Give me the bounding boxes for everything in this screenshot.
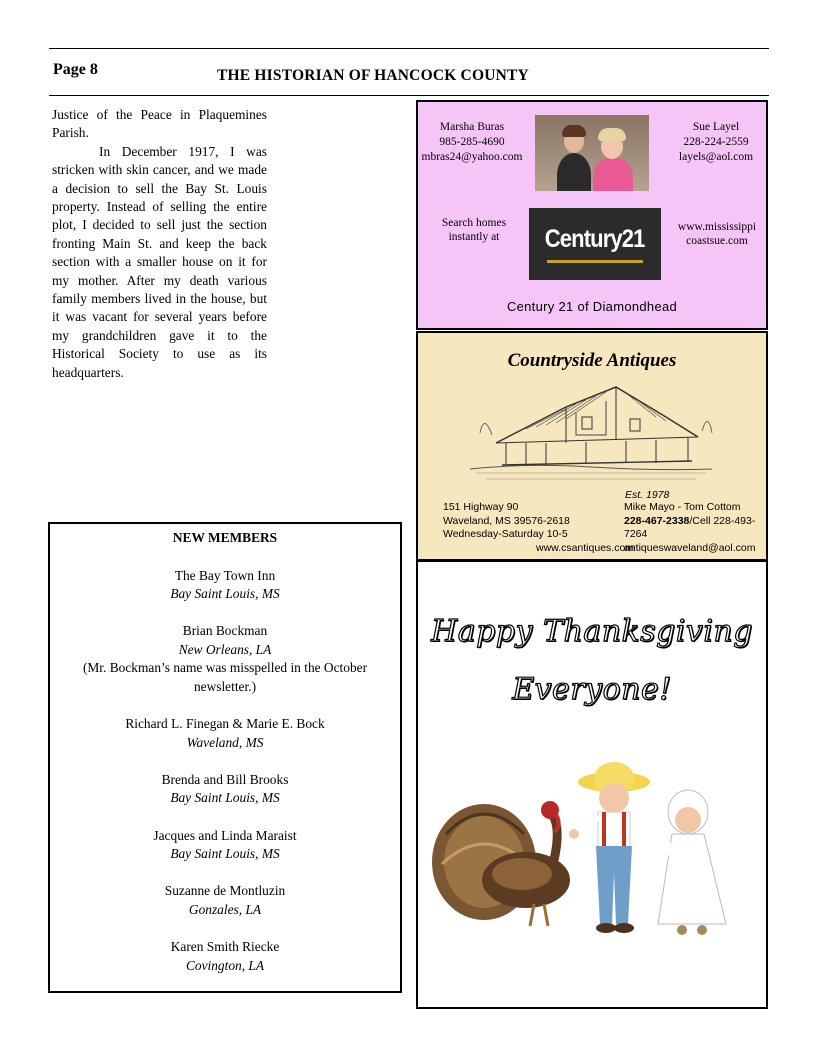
member-entry [50, 771, 400, 808]
phone-main: 228-467-2338 [624, 514, 690, 527]
agents-photo [535, 115, 649, 191]
turkey-figure [432, 801, 570, 926]
member-entry [50, 567, 400, 604]
logo-stripe [547, 260, 643, 263]
search-line: instantly at [448, 231, 500, 243]
member-entry [50, 827, 400, 864]
search-homes-text [432, 216, 516, 244]
member-entry [50, 882, 400, 919]
agent-hair-left [562, 125, 586, 137]
agent-name: Sue Layel [692, 121, 740, 133]
contact-block [624, 501, 766, 555]
thanksgiving-greeting [416, 560, 768, 1009]
agent-phone: 985-285-4690 [439, 135, 505, 148]
member-name: Brenda and Bill Brooks [161, 771, 289, 787]
century21-wordmark: Century21 [545, 225, 645, 253]
greeting-line: Happy Thanksgiving [431, 614, 753, 649]
hours-line: Wednesday-Saturday 10-5 [443, 528, 568, 541]
website-line: www.csantiques.com [536, 542, 635, 554]
greeting-line: Everyone! [512, 672, 672, 707]
member-location: Covington, LA [185, 957, 265, 973]
member-name: Jacques and Linda Maraist [153, 827, 297, 843]
agent-email: layels@aol.com [678, 150, 754, 163]
antiques-ad [416, 331, 768, 561]
phone-line [624, 515, 766, 542]
website-text [670, 220, 764, 248]
turkey-children-illustration [426, 754, 756, 954]
article-continuation [52, 106, 267, 382]
agent-contact-left [418, 120, 526, 164]
agent-figure-right [593, 157, 633, 191]
article-paragraph: Justice of the Peace in Plaquemines Parish. [52, 107, 267, 141]
member-name: Brian Bockman [182, 623, 268, 639]
top-rule [49, 48, 769, 49]
page-number: Page 8 [53, 61, 98, 78]
established-year: Est. 1978 [625, 489, 670, 501]
article-paragraph: In December 1917, I was stricken with skin cancer, and we made a decision to sell the Bay St. Louis property. Instead of selling the entire plot, I decided to sell just the section fronting Main St. and keep the back section with a smaller house on it for my mother. After my death various family members lived in the house, but it was vacant for several years before my grandchildren gave it to the Historical Society to use as its headquarters. [52, 143, 267, 380]
member-name: Richard L. Finegan & Marie E. Bock [125, 716, 325, 732]
member-location: New Orleans, LA [178, 641, 272, 657]
member-name: Karen Smith Riecke [170, 938, 280, 954]
owners-line: Mike Mayo - Tom Cottom [624, 501, 741, 513]
website-line: www.mississippi [677, 221, 757, 233]
member-location: Bay Saint Louis, MS [170, 846, 280, 862]
website-line: coastsue.com [686, 235, 748, 247]
century21-logo [529, 208, 661, 280]
member-note: (Mr. Bockman’s name was misspelled in the October newsletter.) [82, 660, 368, 695]
farmhouse-illustration [466, 373, 716, 491]
email-line: antiqueswaveland@aol.com [624, 541, 756, 554]
member-location: Bay Saint Louis, MS [170, 586, 280, 602]
boy-figure [569, 762, 650, 933]
address-line: 151 Highway 90 [443, 501, 519, 513]
member-name: Suzanne de Montluzin [164, 883, 286, 899]
century21-ad [416, 100, 768, 330]
member-location: Bay Saint Louis, MS [170, 790, 280, 806]
agent-contact-right [664, 120, 768, 164]
header-rule [49, 95, 769, 96]
member-name: The Bay Town Inn [174, 567, 276, 583]
phone-cell: /Cell 228-493-7264 [624, 514, 756, 541]
address-line: Waveland, MS 39576-2618 [443, 514, 570, 527]
member-location: Gonzales, LA [188, 901, 262, 917]
search-line: Search homes [441, 217, 507, 229]
agent-name: Marsha Buras [439, 121, 505, 133]
member-entry [50, 622, 400, 696]
member-location: Waveland, MS [186, 734, 264, 750]
antiques-title: Countryside Antiques [507, 350, 677, 371]
publication-title: THE HISTORIAN OF HANCOCK COUNTY [217, 67, 529, 84]
office-name: Century 21 of Diamondhead [506, 299, 678, 314]
address-block [443, 501, 570, 542]
agent-phone: 228-224-2559 [683, 135, 749, 148]
new-members-box [48, 522, 402, 993]
girl-figure [658, 790, 726, 935]
new-members-heading: NEW MEMBERS [172, 530, 278, 545]
member-entry [50, 938, 400, 975]
agent-figure-left [557, 153, 591, 191]
agent-email: mbras24@yahoo.com [421, 150, 523, 163]
agent-hair-right [598, 128, 626, 141]
member-entry [50, 715, 400, 752]
